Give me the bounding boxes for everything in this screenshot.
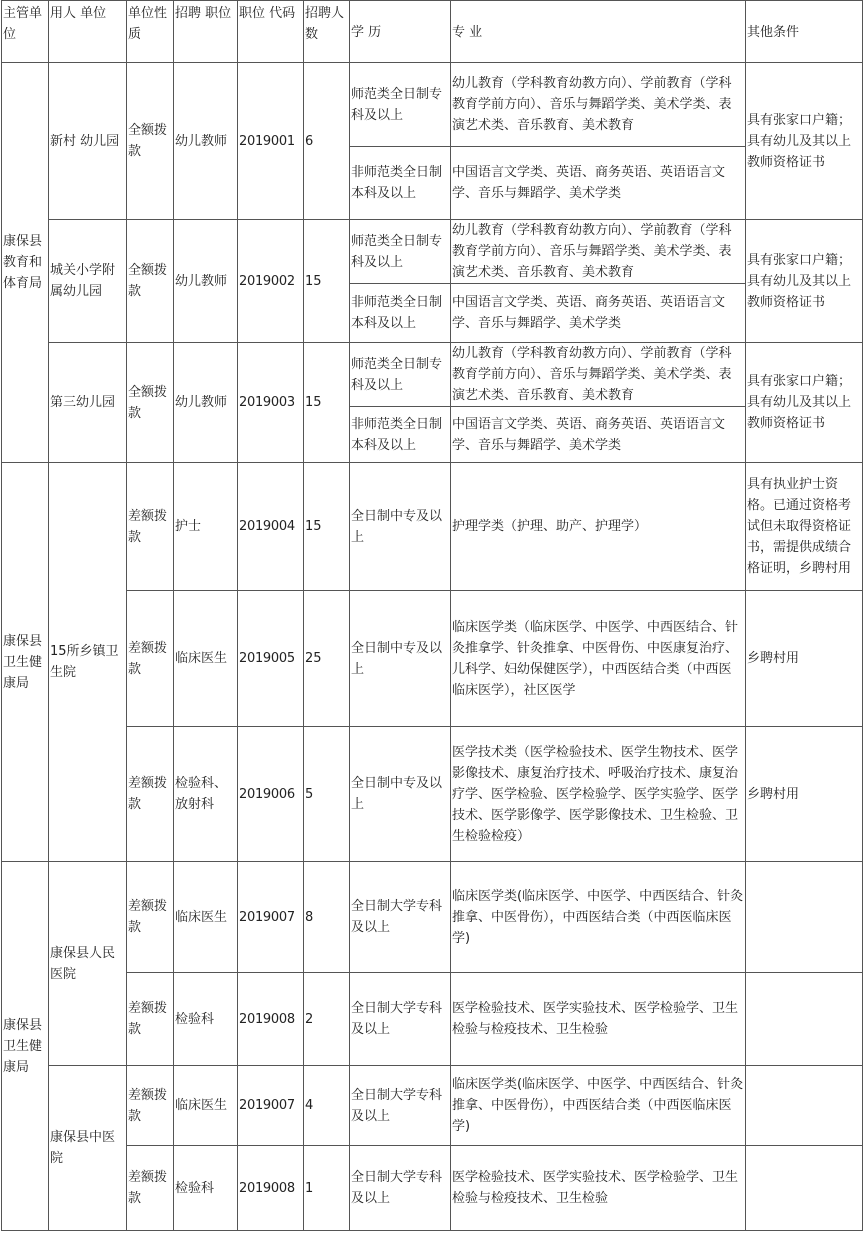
position-cell: 幼儿教师 (174, 220, 238, 343)
other-cell: 具有张家口户籍；具有幼儿及其以上教师资格证书 (746, 63, 863, 220)
code-cell: 2019003 (238, 343, 304, 463)
unit-cell: 城关小学附属幼儿园 (49, 220, 127, 343)
other-cell: 具有张家口户籍；具有幼儿及其以上教师资格证书 (746, 343, 863, 463)
major-cell: 医学技术类（医学检验技术、医学生物技术、医学影像技术、康复治疗技术、呼吸治疗技术、康复治疗学、医学检验、医学检验学、医学实验学、医学技术、医学影像学、医学影像技术、卫生检验、卫生检验检疫） (451, 727, 746, 862)
count-cell: 4 (304, 1066, 350, 1146)
edu-cell: 全日制中专及以上 (350, 463, 451, 591)
count-cell: 15 (304, 343, 350, 463)
table-row (2, 727, 863, 862)
count-cell: 2 (304, 973, 350, 1066)
other-cell: 乡聘村用 (746, 591, 863, 727)
edu-cell: 师范类全日制专科及以上 (350, 220, 451, 284)
header-nature: 单位性质 (127, 1, 174, 63)
unit-cell: 新村 幼儿园 (49, 63, 127, 220)
dept-cell: 康保县卫生健康局 (2, 463, 49, 862)
header-unit: 用人 单位 (49, 1, 127, 63)
unit-cell: 康保县人民医院 (49, 862, 127, 1066)
major-cell: 医学检验技术、医学实验技术、医学检验学、卫生检验与检疫技术、卫生检验 (451, 973, 746, 1066)
nature-cell: 全额拨款 (127, 343, 174, 463)
header-edu: 学 历 (350, 1, 451, 63)
dept-cell: 康保县卫生健康局 (2, 862, 49, 1231)
count-cell: 25 (304, 591, 350, 727)
count-cell: 6 (304, 63, 350, 220)
position-cell: 检验科 (174, 973, 238, 1066)
code-cell: 2019006 (238, 727, 304, 862)
count-cell: 8 (304, 862, 350, 973)
edu-cell: 全日制大学专科及以上 (350, 1066, 451, 1146)
dept-cell: 康保县教育和体育局 (2, 63, 49, 463)
nature-cell: 全额拨款 (127, 63, 174, 220)
major-cell: 临床医学类(临床医学、中医学、中西医结合、针灸推拿、中医骨伤），中西医结合类（中西医临床医学) (451, 862, 746, 973)
nature-cell: 差额拨款 (127, 463, 174, 591)
nature-cell: 差额拨款 (127, 973, 174, 1066)
edu-cell: 非师范类全日制本科及以上 (350, 284, 451, 343)
position-cell: 检验科 (174, 1146, 238, 1231)
table-row (2, 63, 863, 147)
edu-cell: 全日制中专及以上 (350, 727, 451, 862)
nature-cell: 全额拨款 (127, 220, 174, 343)
major-cell: 幼儿教育（学科教育幼教方向）、学前教育（学科教育学前方向）、音乐与舞蹈学类、美术学类、表演艺术类、音乐教育、美术教育 (451, 63, 746, 147)
table-row (2, 220, 863, 284)
count-cell: 1 (304, 1146, 350, 1231)
nature-cell: 差额拨款 (127, 862, 174, 973)
major-cell: 中国语言文学类、英语、商务英语、英语语言文学、音乐与舞蹈学、美术学类 (451, 147, 746, 220)
header-code: 职位 代码 (238, 1, 304, 63)
code-cell: 2019002 (238, 220, 304, 343)
unit-cell: 15所乡镇卫生院 (49, 463, 127, 862)
nature-cell: 差额拨款 (127, 1146, 174, 1231)
code-cell: 2019008 (238, 973, 304, 1066)
other-cell (746, 1146, 863, 1231)
header-dept: 主管单位 (2, 1, 49, 63)
edu-cell: 全日制中专及以上 (350, 591, 451, 727)
position-cell: 幼儿教师 (174, 343, 238, 463)
position-cell: 临床医生 (174, 591, 238, 727)
table-row (2, 1066, 863, 1146)
other-cell: 具有张家口户籍；具有幼儿及其以上教师资格证书 (746, 220, 863, 343)
major-cell: 临床医学类(临床医学、中医学、中西医结合、针灸推拿、中医骨伤），中西医结合类（中西医临床医学) (451, 1066, 746, 1146)
other-cell (746, 1066, 863, 1146)
header-other: 其他条件 (746, 1, 863, 63)
recruitment-table (1, 0, 863, 1231)
table-row (2, 463, 863, 591)
other-cell (746, 973, 863, 1066)
code-cell: 2019005 (238, 591, 304, 727)
table-row (2, 591, 863, 727)
unit-cell: 第三幼儿园 (49, 343, 127, 463)
table-header-row (2, 1, 863, 63)
nature-cell: 差额拨款 (127, 1066, 174, 1146)
major-cell: 护理学类（护理、助产、护理学） (451, 463, 746, 591)
position-cell: 护士 (174, 463, 238, 591)
code-cell: 2019004 (238, 463, 304, 591)
table-row (2, 973, 863, 1066)
code-cell: 2019007 (238, 862, 304, 973)
position-cell: 临床医生 (174, 1066, 238, 1146)
header-position: 招聘 职位 (174, 1, 238, 63)
nature-cell: 差额拨款 (127, 591, 174, 727)
edu-cell: 全日制大学专科及以上 (350, 862, 451, 973)
major-cell: 中国语言文学类、英语、商务英语、英语语言文学、音乐与舞蹈学、美术学类 (451, 284, 746, 343)
unit-cell: 康保县中医院 (49, 1066, 127, 1231)
table-row (2, 343, 863, 407)
major-cell: 幼儿教育（学科教育幼教方向）、学前教育（学科教育学前方向）、音乐与舞蹈学类、美术学类、表演艺术类、音乐教育、美术教育 (451, 343, 746, 407)
other-cell (746, 862, 863, 973)
count-cell: 15 (304, 463, 350, 591)
other-cell: 具有执业护士资格。已通过资格考试但未取得资格证书，需提供成绩合格证明，乡聘村用 (746, 463, 863, 591)
edu-cell: 师范类全日制专科及以上 (350, 63, 451, 147)
table-row (2, 1146, 863, 1231)
code-cell: 2019001 (238, 63, 304, 220)
edu-cell: 全日制大学专科及以上 (350, 973, 451, 1066)
edu-cell: 全日制大学专科及以上 (350, 1146, 451, 1231)
count-cell: 15 (304, 220, 350, 343)
major-cell: 医学检验技术、医学实验技术、医学检验学、卫生检验与检疫技术、卫生检验 (451, 1146, 746, 1231)
position-cell: 幼儿教师 (174, 63, 238, 220)
edu-cell: 非师范类全日制本科及以上 (350, 147, 451, 220)
header-count: 招聘人数 (304, 1, 350, 63)
table-row (2, 862, 863, 973)
edu-cell: 师范类全日制专科及以上 (350, 343, 451, 407)
major-cell: 临床医学类（临床医学、中医学、中西医结合、针灸推拿学、针灸推拿、中医骨伤、中医康复治疗、儿科学、妇幼保健医学），中西医结合类（中西医临床医学），社区医学 (451, 591, 746, 727)
code-cell: 2019008 (238, 1146, 304, 1231)
major-cell: 中国语言文学类、英语、商务英语、英语语言文学、音乐与舞蹈学、美术学类 (451, 407, 746, 463)
position-cell: 临床医生 (174, 862, 238, 973)
code-cell: 2019007 (238, 1066, 304, 1146)
count-cell: 5 (304, 727, 350, 862)
header-major: 专 业 (451, 1, 746, 63)
major-cell: 幼儿教育（学科教育幼教方向）、学前教育（学科教育学前方向）、音乐与舞蹈学类、美术学类、表演艺术类、音乐教育、美术教育 (451, 220, 746, 284)
nature-cell: 差额拨款 (127, 727, 174, 862)
other-cell: 乡聘村用 (746, 727, 863, 862)
edu-cell: 非师范类全日制本科及以上 (350, 407, 451, 463)
position-cell: 检验科、放射科 (174, 727, 238, 862)
